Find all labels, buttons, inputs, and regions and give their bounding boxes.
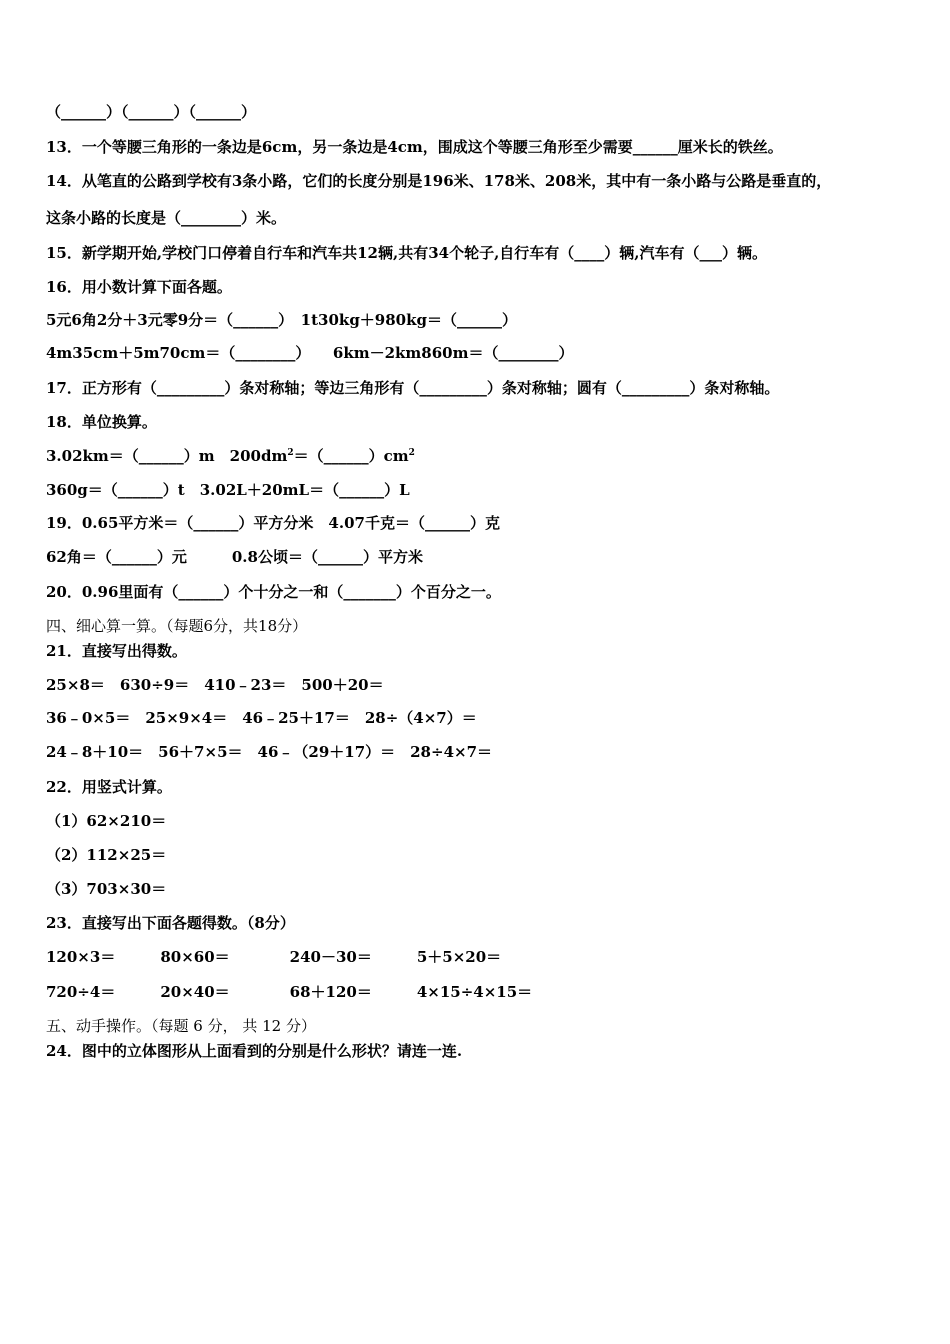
question-21-row3: 24﹣8＋10＝ 56＋7×5＝ 46﹣（29＋17）＝ 28÷4×7＝ xyxy=(46,743,493,761)
section-5-heading: 五、动手操作。（每题 6 分， 共 12 分） xyxy=(46,1017,316,1035)
question-14: 14．从笔直的公路到学校有3条小路，它们的长度分别是196米、178米、208米，其中有一条小路与公路是垂直的， xyxy=(46,172,832,190)
q18-part2: ＝（______）cm xyxy=(293,447,409,465)
q18-part1: 3.02km＝（______）m 200dm xyxy=(46,447,288,465)
question-13: 13．一个等腰三角形的一条边是6cm，另一条边是4cm，围成这个等腰三角形至少需要______厘米长的铁丝。 xyxy=(46,138,783,156)
question-19-row2: 62角＝（______）元 0.8公顷＝（______）平方米 xyxy=(46,548,423,566)
question-18: 18．单位换算。 xyxy=(46,413,157,431)
question-22-item1: （1）62×210＝ xyxy=(46,812,167,830)
question-21: 21．直接写出得数。 xyxy=(46,642,187,660)
question-22-item3: （3）703×30＝ xyxy=(46,880,167,898)
line-12-blanks: （______）（______）（______） xyxy=(46,103,257,121)
question-17: 17．正方形有（_________）条对称轴；等边三角形有（_________）条对称轴；圆有（_________）条对称轴。 xyxy=(46,379,780,397)
question-15: 15．新学期开始,学校门口停着自行车和汽车共12辆,共有34个轮子,自行车有（____）辆,汽车有（___）辆。 xyxy=(46,244,768,262)
question-16-row2: 4m35cm＋5m70cm＝（________） 6km－2km860m＝（________） xyxy=(46,344,574,362)
question-21-row2: 36﹣0×5＝ 25×9×4＝ 46﹣25＋17＝ 28÷（4×7）＝ xyxy=(46,709,477,727)
question-23: 23．直接写出下面各题得数。（8分） xyxy=(46,914,295,932)
question-23-row2: 720÷4＝ 20×40＝ 68＋120＝ 4×15÷4×15＝ xyxy=(46,983,533,1001)
question-22: 22．用竖式计算。 xyxy=(46,778,172,796)
q18-sup1: 2 xyxy=(287,448,294,458)
q18-sup2: 2 xyxy=(408,448,415,458)
question-16: 16．用小数计算下面各题。 xyxy=(46,278,232,296)
question-24: 24．图中的立体图形从上面看到的分别是什么形状？请连一连. xyxy=(46,1042,463,1060)
question-19: 19．0.65平方米＝（______）平方分米 4.07千克＝（______）克 xyxy=(46,514,500,532)
question-14-cont: 这条小路的长度是（________）米。 xyxy=(46,209,287,227)
question-16-row1: 5元6角2分＋3元零9分＝（______） 1t30kg＋980kg＝（______） xyxy=(46,311,518,329)
question-22-item2: （2）112×25＝ xyxy=(46,846,167,864)
question-20: 20．0.96里面有（______）个十分之一和（_______）个百分之一。 xyxy=(46,583,501,601)
question-23-row1: 120×3＝ 80×60＝ 240－30＝ 5＋5×20＝ xyxy=(46,948,502,966)
section-4-heading: 四、细心算一算。（每题6分，共18分） xyxy=(46,617,308,635)
question-21-row1: 25×8＝ 630÷9＝ 410﹣23＝ 500＋20＝ xyxy=(46,676,384,694)
question-18-row1 xyxy=(46,446,415,466)
question-18-row2: 360g＝（______）t 3.02L＋20mL＝（______）L xyxy=(46,481,410,499)
